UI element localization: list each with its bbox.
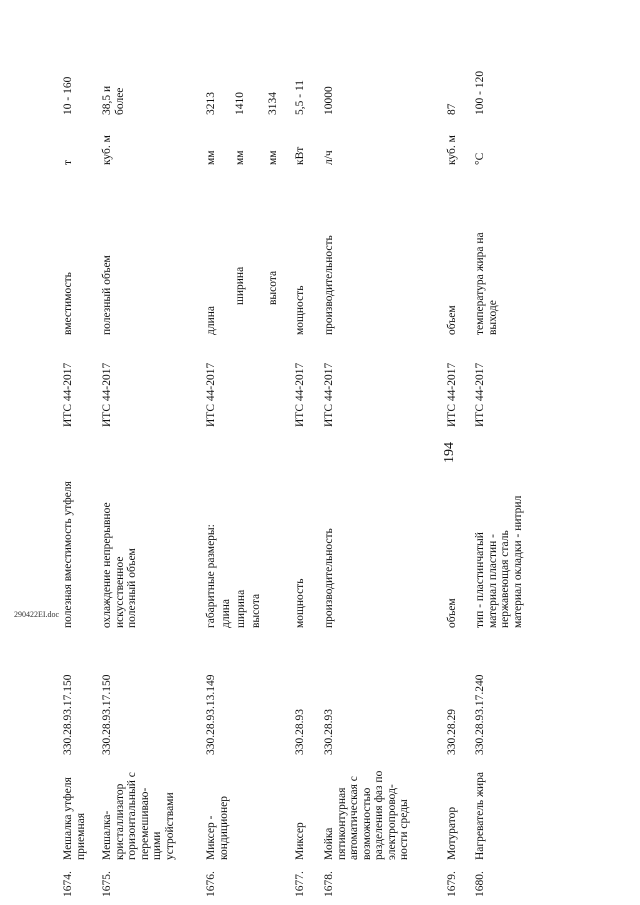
characteristic bbox=[446, 598, 459, 628]
parameter-name bbox=[446, 305, 459, 335]
characteristic bbox=[101, 502, 139, 628]
equipment-name-line: кондиционер bbox=[217, 796, 230, 860]
parameter-value-line: 38,5 и bbox=[101, 85, 113, 115]
equipment-name bbox=[323, 771, 411, 860]
parameter-value bbox=[474, 71, 487, 115]
standard-reference: ИТС 44-2017 bbox=[294, 362, 306, 427]
row-number: 1675. bbox=[101, 871, 113, 897]
parameter-value bbox=[323, 86, 336, 115]
equipment-name-line: Мотуратор bbox=[446, 806, 458, 860]
okpd-code bbox=[62, 675, 75, 756]
parameter-value bbox=[294, 80, 307, 115]
characteristic-line: искусственное bbox=[113, 556, 126, 628]
equipment-name bbox=[62, 777, 87, 860]
okpd-code-line: 330.28.93.17.240 bbox=[474, 674, 486, 755]
okpd-code bbox=[446, 709, 459, 755]
parameter-value-line: 3134 bbox=[267, 92, 279, 115]
parameter-name-line: вместимость bbox=[62, 272, 74, 335]
standard-reference: ИТС 44-2017 bbox=[323, 362, 335, 427]
characteristic-line: габаритные размеры: bbox=[205, 524, 217, 628]
parameter-value-line: 87 bbox=[446, 103, 458, 115]
characteristic-line: материал окладки - нитрил bbox=[511, 495, 524, 628]
characteristic-line: нержавеющая сталь bbox=[499, 530, 511, 628]
equipment-name-line: Мешалка утфеля bbox=[62, 777, 74, 860]
equipment-name-line: Мойка bbox=[323, 827, 335, 860]
parameter-name-line: ширина bbox=[234, 266, 246, 305]
equipment-name-line: кристаллизатор bbox=[113, 783, 126, 860]
okpd-code-line: 330.28.93.13.149 bbox=[205, 674, 217, 755]
unit: °С bbox=[474, 152, 486, 165]
characteristic-line: тип - пластинчатый bbox=[474, 532, 486, 628]
standard-reference: ИТС 44-2017 bbox=[205, 362, 217, 427]
okpd-code-line: 330.28.93 bbox=[323, 709, 335, 755]
equipment-name-line: Мешалка- bbox=[101, 810, 113, 860]
parameter-value bbox=[234, 92, 247, 115]
row-number: 1678. bbox=[323, 871, 335, 897]
characteristic-line: полезный объем bbox=[126, 548, 138, 628]
equipment-name-line: перемешиваю- bbox=[138, 787, 151, 860]
equipment-name bbox=[474, 772, 487, 860]
equipment-name bbox=[205, 796, 230, 860]
equipment-name-line: разделения фаз по bbox=[373, 770, 385, 860]
parameter-value bbox=[62, 77, 75, 115]
standard-reference: ИТС 44-2017 bbox=[101, 362, 113, 427]
parameter-name bbox=[323, 235, 336, 335]
standard-reference: ИТС 44-2017 bbox=[474, 362, 486, 427]
equipment-name-line: горизонтальный с bbox=[126, 772, 138, 860]
parameter-name bbox=[474, 232, 499, 335]
okpd-code bbox=[323, 709, 336, 755]
equipment-name-line: возможностью bbox=[360, 787, 373, 860]
parameter-name bbox=[294, 286, 307, 335]
okpd-code-line: 330.28.93.17.150 bbox=[62, 674, 74, 755]
parameter-name-line: длина bbox=[205, 305, 217, 335]
parameter-name bbox=[62, 272, 75, 335]
parameter-name-line: температура жира на bbox=[474, 232, 486, 335]
parameter-name-line: полезный объем bbox=[101, 255, 113, 335]
equipment-name-line: Миксер bbox=[294, 822, 306, 860]
parameter-name bbox=[234, 267, 247, 305]
characteristic bbox=[474, 496, 524, 628]
equipment-name-line: электропровод- bbox=[385, 784, 398, 860]
equipment-name-line: Миксер - bbox=[205, 815, 217, 860]
characteristic-line: мощность bbox=[294, 578, 306, 628]
parameter-value bbox=[101, 86, 126, 115]
row-number: 1674. bbox=[62, 871, 74, 897]
equipment-name-line: пятиконтурная bbox=[335, 787, 348, 860]
document-footer: 290422EI.doc bbox=[14, 610, 60, 619]
unit: мм bbox=[205, 150, 217, 165]
parameter-name-line: производительность bbox=[323, 235, 335, 335]
equipment-name bbox=[101, 772, 176, 860]
parameter-value-line: 10 - 160 bbox=[62, 76, 74, 115]
okpd-code-line: 330.28.93.17.150 bbox=[101, 674, 113, 755]
parameter-name bbox=[205, 306, 218, 335]
characteristic-line: производительность bbox=[323, 528, 335, 628]
unit: кВт bbox=[294, 146, 306, 165]
parameter-name bbox=[101, 255, 114, 335]
equipment-name-line: автоматическая с bbox=[348, 776, 360, 860]
equipment-name bbox=[446, 807, 459, 860]
parameter-value bbox=[446, 104, 459, 116]
characteristic-line: длина bbox=[220, 598, 232, 628]
okpd-code-line: 330.28.29 bbox=[446, 709, 458, 755]
unit: мм bbox=[267, 150, 279, 165]
parameter-name-line: высота bbox=[267, 270, 279, 305]
standard-reference: ИТС 44-2017 bbox=[446, 362, 458, 427]
parameter-name bbox=[267, 271, 280, 305]
parameter-value-line: 100 - 120 bbox=[474, 70, 486, 115]
row-number: 1677. bbox=[294, 871, 306, 897]
row-number: 1676. bbox=[205, 871, 217, 897]
characteristic bbox=[62, 481, 75, 628]
row-number: 1679. bbox=[446, 871, 458, 897]
okpd-code bbox=[205, 675, 218, 756]
okpd-code bbox=[101, 675, 114, 756]
parameter-name-line: объем bbox=[446, 305, 458, 335]
unit: л/ч bbox=[323, 150, 335, 165]
parameter-name-line: выходе bbox=[486, 300, 499, 335]
equipment-name-line: Нагреватель жира bbox=[474, 771, 486, 860]
okpd-code bbox=[294, 709, 307, 755]
equipment-name-line: устройствами bbox=[163, 792, 176, 860]
equipment-name-line: щими bbox=[151, 831, 163, 860]
okpd-code-line: 330.28.93 bbox=[294, 709, 306, 755]
parameter-value-line: 1410 bbox=[234, 92, 246, 115]
unit: мм bbox=[234, 150, 246, 165]
okpd-code bbox=[474, 675, 487, 756]
parameter-value-line: 3213 bbox=[205, 92, 217, 115]
unit: т bbox=[62, 159, 74, 165]
characteristic-line: объем bbox=[446, 598, 458, 628]
characteristic bbox=[323, 528, 336, 628]
equipment-name bbox=[294, 822, 307, 860]
equipment-name-line: приемная bbox=[74, 813, 87, 860]
unit: куб. м bbox=[101, 135, 113, 165]
parameter-value-line: 5,5 - 11 bbox=[294, 79, 306, 115]
parameter-value bbox=[267, 92, 280, 115]
standard-reference: ИТС 44-2017 bbox=[62, 362, 74, 427]
characteristic-line: полезная вместимость утфеля bbox=[62, 481, 74, 628]
characteristic-line: материал пластин - bbox=[486, 534, 499, 628]
page-number: 194 bbox=[442, 442, 457, 463]
characteristic-line: высота bbox=[250, 593, 262, 628]
row-number: 1680. bbox=[474, 871, 486, 897]
characteristic-line: ширина bbox=[235, 589, 247, 628]
characteristic-line: охлаждение непрерывное bbox=[101, 502, 113, 628]
parameter-value-line: более bbox=[113, 87, 126, 115]
characteristic bbox=[294, 579, 307, 628]
parameter-value bbox=[205, 92, 218, 115]
parameter-value-line: 10000 bbox=[323, 86, 335, 115]
parameter-name-line: мощность bbox=[294, 285, 306, 335]
unit: куб. м bbox=[446, 135, 458, 165]
equipment-name-line: ности среды bbox=[398, 799, 410, 860]
